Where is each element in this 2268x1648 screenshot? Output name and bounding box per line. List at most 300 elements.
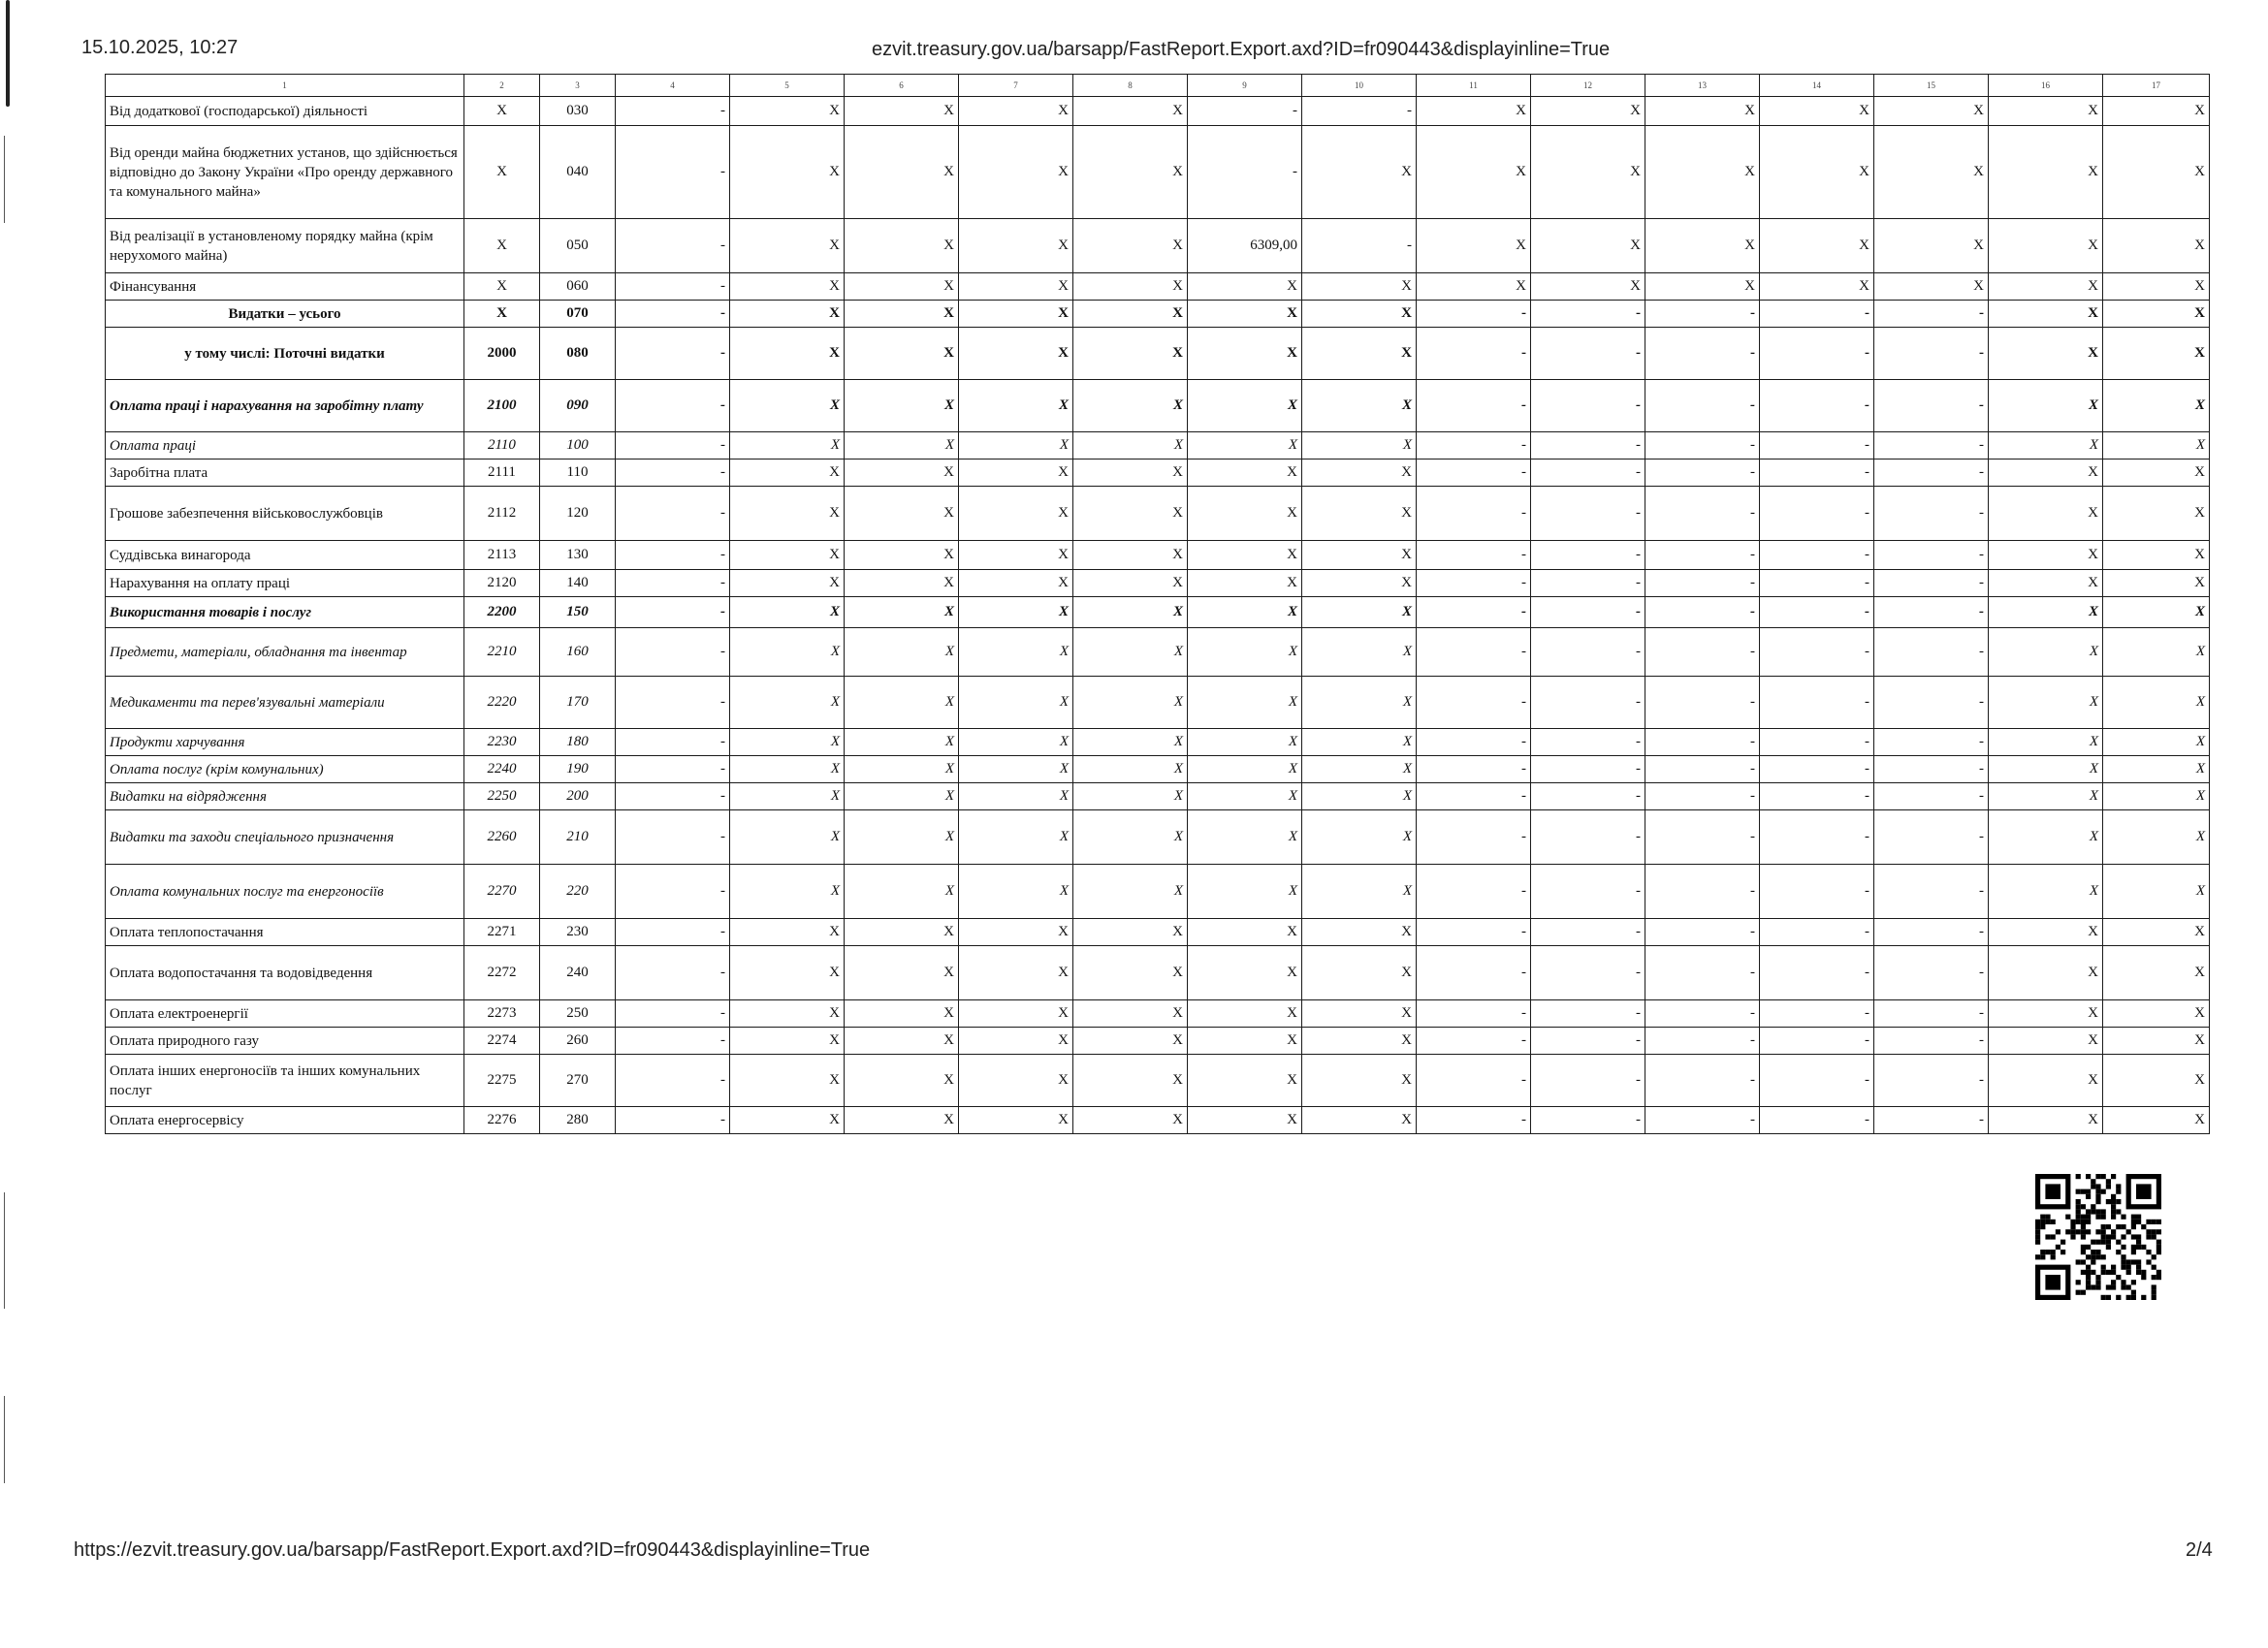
qr-module: [2116, 1240, 2121, 1245]
qr-module: [2136, 1234, 2141, 1239]
value-cell: -: [616, 1107, 730, 1134]
qr-module: [2086, 1265, 2091, 1270]
value-cell: X: [2103, 865, 2210, 919]
qr-module: [2156, 1275, 2161, 1280]
value-cell: X: [1302, 301, 1417, 328]
row-indicator-name: Суддівська винагорода: [106, 541, 464, 570]
qr-module: [2121, 1259, 2125, 1264]
page-header: [81, 37, 2186, 64]
value-cell: -: [1874, 541, 1989, 570]
row-kekv-code: 2200: [464, 597, 540, 628]
qr-finder-center: [2045, 1275, 2060, 1290]
value-cell: -: [616, 460, 730, 487]
column-number-cell: 8: [1073, 75, 1188, 97]
value-cell: X: [845, 783, 959, 810]
value-cell: X: [1989, 1000, 2103, 1028]
qr-module: [2111, 1215, 2116, 1220]
value-cell: X: [1874, 126, 1989, 219]
value-cell: X: [1073, 328, 1188, 380]
qr-module: [2040, 1250, 2045, 1254]
value-cell: X: [959, 783, 1073, 810]
value-cell: X: [1760, 219, 1874, 273]
value-cell: -: [1417, 460, 1531, 487]
value-cell: X: [1417, 273, 1531, 301]
value-cell: X: [1073, 756, 1188, 783]
value-cell: -: [1874, 810, 1989, 865]
qr-module: [2116, 1275, 2121, 1280]
qr-module: [2121, 1245, 2125, 1250]
qr-module: [2076, 1220, 2081, 1224]
value-cell: X: [959, 219, 1073, 273]
value-cell: X: [730, 126, 845, 219]
value-cell: -: [1645, 677, 1760, 729]
value-cell: X: [1073, 487, 1188, 541]
value-cell: -: [1531, 570, 1645, 597]
value-cell: X: [845, 570, 959, 597]
qr-module: [2136, 1259, 2141, 1264]
value-cell: -: [1531, 783, 1645, 810]
value-cell: -: [1874, 570, 1989, 597]
value-cell: X: [1073, 460, 1188, 487]
value-cell: -: [616, 97, 730, 126]
value-cell: -: [616, 919, 730, 946]
value-cell: -: [1874, 946, 1989, 1000]
qr-module: [2065, 1229, 2070, 1234]
table-row: [106, 126, 2210, 219]
qr-module: [2152, 1265, 2156, 1270]
row-line-code: 040: [540, 126, 616, 219]
value-cell: X: [845, 810, 959, 865]
value-cell: X: [1989, 1107, 2103, 1134]
value-cell: X: [845, 729, 959, 756]
value-cell: -: [1874, 301, 1989, 328]
value-cell: X: [1188, 432, 1302, 460]
value-cell: X: [1188, 570, 1302, 597]
qr-module: [2116, 1209, 2121, 1214]
qr-module: [2116, 1224, 2121, 1229]
row-indicator-name: Заробітна плата: [106, 460, 464, 487]
value-cell: X: [1302, 1028, 1417, 1055]
row-indicator-name: Видатки на відрядження: [106, 783, 464, 810]
qr-module: [2091, 1204, 2095, 1209]
qr-module: [2156, 1245, 2161, 1250]
qr-module: [2131, 1245, 2136, 1250]
scan-artifact-line: [4, 1396, 5, 1483]
qr-module: [2095, 1254, 2100, 1259]
value-cell: X: [1874, 97, 1989, 126]
value-cell: X: [1188, 273, 1302, 301]
value-cell: X: [1531, 97, 1645, 126]
qr-module: [2040, 1224, 2045, 1229]
value-cell: -: [1417, 919, 1531, 946]
table-row: [106, 460, 2210, 487]
qr-module: [2051, 1220, 2056, 1224]
table-row: [106, 541, 2210, 570]
qr-module: [2081, 1204, 2086, 1209]
row-line-code: 050: [540, 219, 616, 273]
qr-module: [2081, 1245, 2086, 1250]
value-cell: X: [845, 865, 959, 919]
value-cell: -: [616, 628, 730, 677]
value-cell: X: [1989, 946, 2103, 1000]
qr-module: [2101, 1224, 2106, 1229]
value-cell: -: [1417, 756, 1531, 783]
qr-module: [2152, 1275, 2156, 1280]
value-cell: X: [1073, 432, 1188, 460]
value-cell: X: [1760, 126, 1874, 219]
qr-module: [2035, 1224, 2040, 1229]
qr-module: [2035, 1234, 2040, 1239]
value-cell: -: [1874, 1000, 1989, 1028]
row-line-code: 190: [540, 756, 616, 783]
qr-module: [2040, 1220, 2045, 1224]
value-cell: X: [1645, 219, 1760, 273]
table-row: [106, 729, 2210, 756]
table-row: [106, 487, 2210, 541]
value-cell: X: [2103, 1000, 2210, 1028]
qr-module: [2070, 1229, 2075, 1234]
value-cell: X: [1302, 487, 1417, 541]
row-indicator-name: Оплата теплопостачання: [106, 919, 464, 946]
value-cell: -: [1760, 597, 1874, 628]
value-cell: X: [730, 460, 845, 487]
value-cell: X: [1073, 301, 1188, 328]
value-cell: X: [2103, 273, 2210, 301]
value-cell: X: [2103, 729, 2210, 756]
column-number-cell: 2: [464, 75, 540, 97]
qr-finder-center: [2045, 1184, 2060, 1199]
qr-module: [2095, 1250, 2100, 1254]
qr-module: [2152, 1254, 2156, 1259]
row-kekv-code: 2220: [464, 677, 540, 729]
value-cell: X: [845, 126, 959, 219]
value-cell: X: [730, 541, 845, 570]
value-cell: -: [616, 756, 730, 783]
row-indicator-name: Оплата комунальних послуг та енергоносіїв: [106, 865, 464, 919]
value-cell: X: [1073, 810, 1188, 865]
value-cell: X: [1417, 219, 1531, 273]
value-cell: X: [845, 946, 959, 1000]
value-cell: -: [1645, 597, 1760, 628]
value-cell: -: [616, 219, 730, 273]
qr-module: [2081, 1189, 2086, 1194]
value-cell: 6309,00: [1188, 219, 1302, 273]
qr-module: [2035, 1229, 2040, 1234]
value-cell: -: [1645, 628, 1760, 677]
value-cell: -: [1531, 380, 1645, 432]
value-cell: X: [1188, 597, 1302, 628]
value-cell: -: [1874, 628, 1989, 677]
value-cell: -: [1760, 1028, 1874, 1055]
value-cell: X: [1302, 460, 1417, 487]
qr-module: [2106, 1245, 2111, 1250]
row-indicator-name: Від оренди майна бюджетних установ, що здійснюється відповідно до Закону України «Про оренду державного та комунального майна»: [106, 126, 464, 219]
value-cell: X: [845, 219, 959, 273]
value-cell: -: [1760, 570, 1874, 597]
qr-module: [2131, 1259, 2136, 1264]
value-cell: X: [1645, 97, 1760, 126]
value-cell: X: [1073, 946, 1188, 1000]
qr-module: [2086, 1229, 2091, 1234]
value-cell: -: [616, 1055, 730, 1107]
row-kekv-code: 2276: [464, 1107, 540, 1134]
row-line-code: 260: [540, 1028, 616, 1055]
qr-module: [2095, 1199, 2100, 1204]
qr-module: [2152, 1234, 2156, 1239]
value-cell: X: [730, 783, 845, 810]
qr-module: [2121, 1280, 2125, 1284]
qr-module: [2081, 1250, 2086, 1254]
qr-module: [2121, 1254, 2125, 1259]
qr-module: [2101, 1265, 2106, 1270]
qr-module: [2141, 1275, 2146, 1280]
qr-module: [2045, 1250, 2050, 1254]
value-cell: X: [730, 1055, 845, 1107]
value-cell: X: [1188, 328, 1302, 380]
qr-module: [2051, 1234, 2056, 1239]
value-cell: X: [2103, 541, 2210, 570]
row-indicator-name: Оплата електроенергії: [106, 1000, 464, 1028]
value-cell: X: [1073, 570, 1188, 597]
value-cell: X: [959, 380, 1073, 432]
value-cell: -: [1645, 1107, 1760, 1134]
row-indicator-name: Продукти харчування: [106, 729, 464, 756]
qr-module: [2152, 1284, 2156, 1289]
value-cell: X: [1188, 1000, 1302, 1028]
value-cell: X: [845, 597, 959, 628]
value-cell: X: [730, 919, 845, 946]
column-number-cell: 7: [959, 75, 1073, 97]
qr-module: [2076, 1215, 2081, 1220]
qr-module: [2136, 1270, 2141, 1275]
value-cell: X: [1645, 126, 1760, 219]
qr-module: [2106, 1284, 2111, 1289]
qr-module: [2111, 1209, 2116, 1214]
column-number-cell: 13: [1645, 75, 1760, 97]
qr-module: [2081, 1290, 2086, 1295]
row-kekv-code: 2230: [464, 729, 540, 756]
table-row: [106, 570, 2210, 597]
row-indicator-name: Оплата праці: [106, 432, 464, 460]
table-row: [106, 1107, 2210, 1134]
value-cell: -: [1874, 597, 1989, 628]
qr-module: [2106, 1295, 2111, 1300]
value-cell: X: [845, 1055, 959, 1107]
qr-module: [2106, 1270, 2111, 1275]
qr-code-icon: [2035, 1174, 2161, 1300]
row-line-code: 080: [540, 328, 616, 380]
qr-module: [2081, 1224, 2086, 1229]
value-cell: X: [845, 301, 959, 328]
value-cell: X: [1874, 219, 1989, 273]
qr-module: [2035, 1254, 2040, 1259]
qr-module: [2095, 1189, 2100, 1194]
qr-module: [2070, 1220, 2075, 1224]
value-cell: -: [616, 126, 730, 219]
value-cell: X: [730, 273, 845, 301]
value-cell: X: [1302, 126, 1417, 219]
row-kekv-code: 2210: [464, 628, 540, 677]
qr-module: [2086, 1220, 2091, 1224]
qr-module: [2081, 1215, 2086, 1220]
qr-module: [2095, 1280, 2100, 1284]
row-indicator-name: Від реалізації в установленому порядку майна (крім нерухомого майна): [106, 219, 464, 273]
value-cell: X: [2103, 328, 2210, 380]
qr-module: [2045, 1220, 2050, 1224]
value-cell: X: [845, 756, 959, 783]
value-cell: X: [959, 432, 1073, 460]
row-kekv-code: 2110: [464, 432, 540, 460]
value-cell: X: [730, 301, 845, 328]
qr-module: [2156, 1229, 2161, 1234]
row-line-code: 100: [540, 432, 616, 460]
column-number-cell: 15: [1874, 75, 1989, 97]
value-cell: X: [2103, 126, 2210, 219]
value-cell: -: [1417, 597, 1531, 628]
row-kekv-code: 2250: [464, 783, 540, 810]
value-cell: X: [730, 1107, 845, 1134]
value-cell: X: [1989, 541, 2103, 570]
qr-module: [2136, 1220, 2141, 1224]
qr-module: [2086, 1194, 2091, 1199]
value-cell: X: [1302, 919, 1417, 946]
value-cell: X: [2103, 1055, 2210, 1107]
value-cell: -: [616, 810, 730, 865]
value-cell: X: [1073, 380, 1188, 432]
value-cell: -: [1417, 783, 1531, 810]
value-cell: -: [1417, 946, 1531, 1000]
value-cell: X: [959, 97, 1073, 126]
value-cell: -: [1645, 756, 1760, 783]
value-cell: X: [1302, 865, 1417, 919]
qr-module: [2116, 1295, 2121, 1300]
table-row: [106, 219, 2210, 273]
value-cell: -: [1645, 541, 1760, 570]
qr-module: [2076, 1209, 2081, 1214]
row-kekv-code: 2120: [464, 570, 540, 597]
qr-module: [2091, 1284, 2095, 1289]
value-cell: X: [730, 1028, 845, 1055]
qr-module: [2121, 1284, 2125, 1289]
value-cell: -: [1531, 1055, 1645, 1107]
value-cell: X: [1302, 541, 1417, 570]
value-cell: -: [1874, 487, 1989, 541]
value-cell: X: [1302, 628, 1417, 677]
value-cell: -: [1531, 597, 1645, 628]
column-number-cell: 4: [616, 75, 730, 97]
column-number-cell: 10: [1302, 75, 1417, 97]
value-cell: -: [616, 946, 730, 1000]
value-cell: X: [730, 810, 845, 865]
value-cell: -: [1645, 328, 1760, 380]
qr-module: [2116, 1250, 2121, 1254]
value-cell: X: [845, 97, 959, 126]
column-number-cell: 5: [730, 75, 845, 97]
value-cell: -: [1417, 628, 1531, 677]
value-cell: -: [1760, 1055, 1874, 1107]
value-cell: X: [845, 541, 959, 570]
value-cell: X: [1989, 729, 2103, 756]
value-cell: X: [1188, 677, 1302, 729]
row-indicator-name: Медикаменти та перев'язувальні матеріали: [106, 677, 464, 729]
value-cell: -: [1417, 810, 1531, 865]
value-cell: -: [1531, 865, 1645, 919]
value-cell: -: [616, 328, 730, 380]
value-cell: -: [1874, 328, 1989, 380]
qr-module: [2081, 1220, 2086, 1224]
value-cell: X: [845, 380, 959, 432]
qr-module: [2152, 1229, 2156, 1234]
value-cell: X: [1302, 810, 1417, 865]
value-cell: X: [2103, 570, 2210, 597]
value-cell: -: [1645, 1055, 1760, 1107]
row-line-code: 110: [540, 460, 616, 487]
value-cell: X: [959, 1055, 1073, 1107]
column-number-cell: 12: [1531, 75, 1645, 97]
value-cell: -: [1760, 919, 1874, 946]
qr-module: [2091, 1250, 2095, 1254]
table-row: [106, 783, 2210, 810]
qr-module: [2116, 1189, 2121, 1194]
value-cell: -: [1645, 946, 1760, 1000]
value-cell: -: [616, 432, 730, 460]
qr-module: [2131, 1295, 2136, 1300]
value-cell: X: [959, 126, 1073, 219]
value-cell: -: [616, 541, 730, 570]
value-cell: X: [1188, 487, 1302, 541]
value-cell: -: [1531, 1000, 1645, 1028]
qr-module: [2040, 1254, 2045, 1259]
value-cell: -: [1760, 946, 1874, 1000]
value-cell: X: [1073, 219, 1188, 273]
row-line-code: 130: [540, 541, 616, 570]
value-cell: X: [730, 946, 845, 1000]
row-line-code: 140: [540, 570, 616, 597]
value-cell: -: [1645, 487, 1760, 541]
value-cell: X: [730, 219, 845, 273]
value-cell: -: [1531, 1028, 1645, 1055]
qr-module: [2101, 1209, 2106, 1214]
value-cell: X: [1989, 97, 2103, 126]
row-line-code: 250: [540, 1000, 616, 1028]
qr-module: [2070, 1234, 2075, 1239]
row-indicator-name: Оплата послуг (крім комунальних): [106, 756, 464, 783]
row-line-code: 180: [540, 729, 616, 756]
qr-module: [2095, 1240, 2100, 1245]
scan-artifact-line: [4, 1192, 5, 1309]
value-cell: -: [616, 301, 730, 328]
qr-module: [2131, 1234, 2136, 1239]
value-cell: -: [1760, 380, 1874, 432]
column-number-row: [106, 75, 2210, 97]
value-cell: -: [1760, 487, 1874, 541]
row-indicator-name: Видатки – усього: [106, 301, 464, 328]
value-cell: -: [1417, 541, 1531, 570]
qr-module: [2081, 1229, 2086, 1234]
row-kekv-code: 2274: [464, 1028, 540, 1055]
qr-module: [2086, 1254, 2091, 1259]
qr-module: [2101, 1270, 2106, 1275]
value-cell: X: [2103, 219, 2210, 273]
value-cell: -: [616, 570, 730, 597]
value-cell: X: [1073, 919, 1188, 946]
qr-module: [2095, 1194, 2100, 1199]
table-row: [106, 677, 2210, 729]
value-cell: X: [730, 628, 845, 677]
report-table-body: [106, 75, 2210, 1134]
value-cell: X: [959, 1000, 1073, 1028]
table-row: [106, 865, 2210, 919]
